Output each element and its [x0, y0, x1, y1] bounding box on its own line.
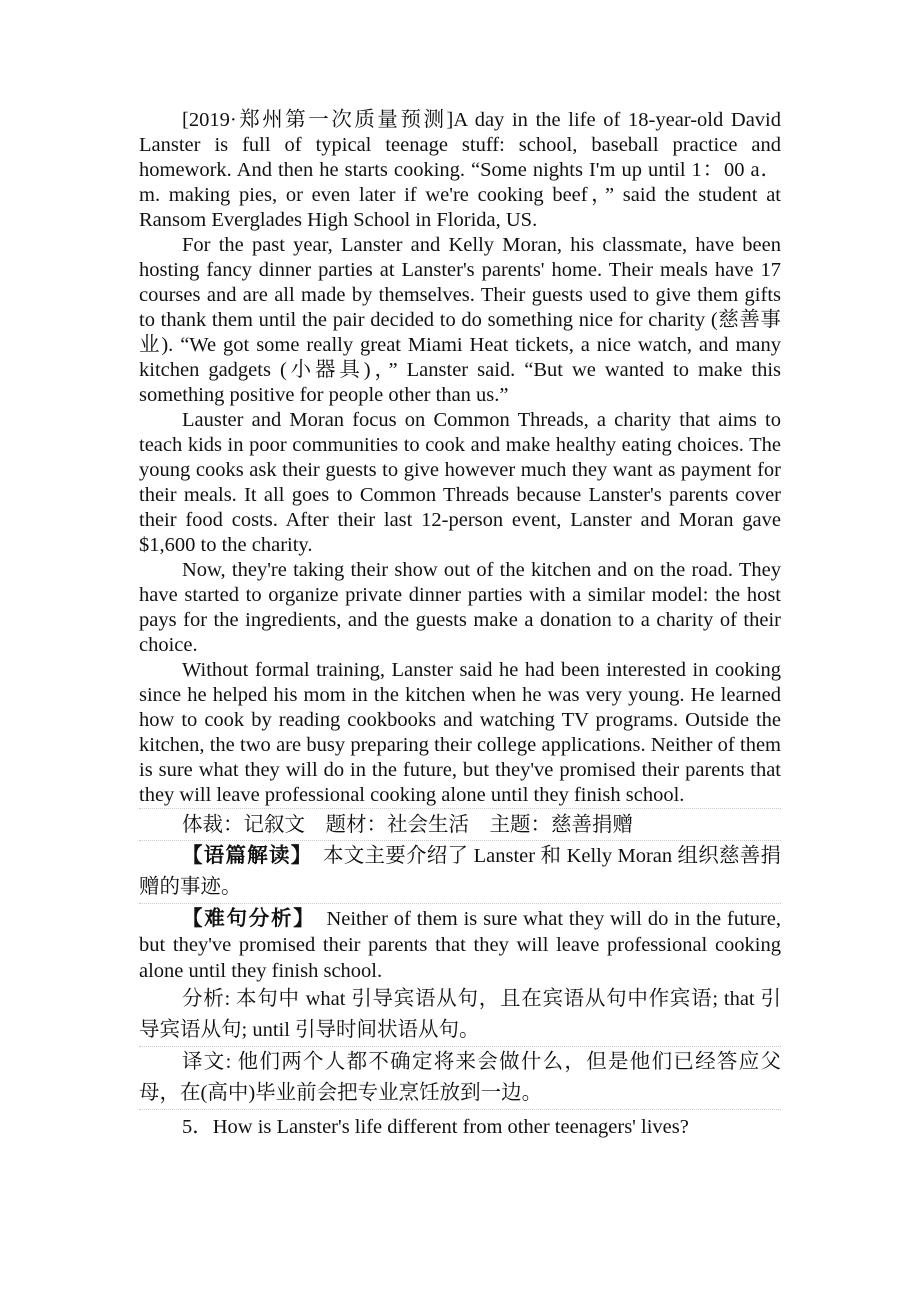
passage-paragraph-4: Now, they're taking their show out of the kitchen and on the road. They have started to organize private dinner parties with a similar model: the host pays for the ingredients, and the guests make a donation to a charity of their choice. — [139, 559, 781, 656]
document-page — [139, 108, 781, 1143]
summary-text: 本文主要介绍了 Lanster 和 Kelly Moran 组织慈善捐赠的事迹。 — [139, 845, 782, 898]
translation: 译文: 他们两个人都不确定将来会做什么，但是他们已经答应父母，在(高中)毕业前会把专业烹饪放到一边。 — [139, 1047, 781, 1110]
genre-theme-line: 体裁：记叙文 题材：社会生活 主题：慈善捐赠 — [139, 810, 781, 841]
passage-paragraph-5: Without formal training, Lanster said he had been interested in cooking since he helped his mom in the kitchen when he was very young. He learned how to cook by reading cookbooks and watching TV programs. Outside the kitchen, the two are busy preparing their college applications. Neither of them is sure what they will do in the future, but they've promised their parents that they will leave professional cooking alone until they finish school. — [139, 658, 781, 809]
question-5: 5．How is Lanster's life different from other teenagers' lives? — [182, 1116, 689, 1138]
passage-paragraph-1: [2019·郑州第一次质量预测]A day in the life of 18-year-old David Lanster is full of typical teenage stuff: school, baseball practice and homework. And then he starts cooking. “Some nights I'm up until 1：00 a． m. making pies, or even later if we're cooking beef，” said the student at Ransom Everglades High School in Florida, US. — [139, 109, 781, 231]
analysis-label: 【难句分析】 — [182, 908, 306, 930]
passage-paragraph-3: Lauster and Moran focus on Common Threads, a charity that aims to teach kids in poor communities to cook and make healthy eating choices. The young cooks ask their guests to give however much they want as payment for their meals. It all goes to Common Threads because Lanster's parents cover their food costs. After their last 12-person event, Lanster and Moran gave $1,600 to the charity. — [139, 409, 781, 556]
analysis-note: 分析: 本句中 what 引导宾语从句，且在宾语从句中作宾语; that 引导宾语从句; until 引导时间状语从句。 — [139, 984, 781, 1047]
difficult-sentence-section — [139, 906, 781, 984]
passage-paragraph-2: For the past year, Lanster and Kelly Moran, his classmate, have been hosting fancy dinner parties at Lanster's parents' home. Their meals have 17 courses and are all made by themselves. Their guests used to give them gifts to thank them until the pair decided to do something nice for charity (慈善事业). “We got some really great Miami Heat tickets, a nice watch, and many kitchen gadgets (小器具)，” Lanster said. “But we wanted to make this something positive for people other than us.” — [139, 234, 781, 406]
summary-label: 【语篇解读】 — [182, 845, 303, 867]
summary-section — [139, 841, 781, 904]
analysis-sentence: Neither of them is sure what they will do in the future, but they've promised their parents that they will leave professional cooking alone until they finish school. — [139, 908, 781, 982]
